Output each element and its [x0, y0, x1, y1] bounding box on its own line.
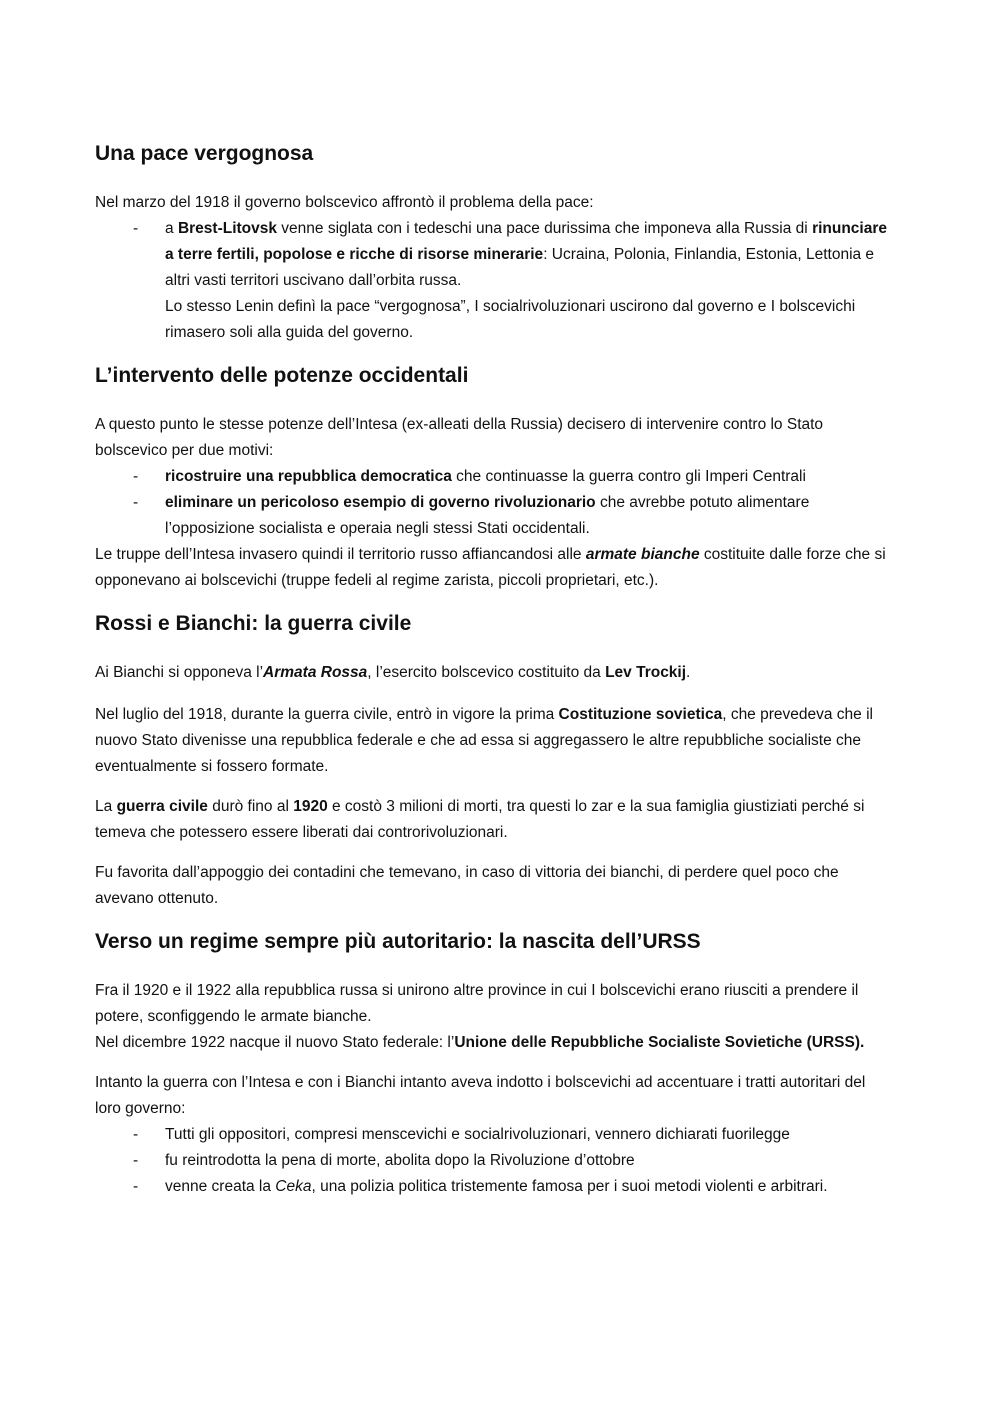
paragraph — [95, 1030, 895, 1056]
text-run: . — [686, 664, 691, 681]
document-page — [95, 136, 895, 1200]
text-run: Nel dicembre 1922 nacque il nuovo Stato federale: l’ — [95, 1034, 455, 1051]
bold-text: guerra civile — [116, 798, 208, 815]
list-item — [165, 1122, 895, 1148]
paragraph: Nel marzo del 1918 il governo bolscevico affrontò il problema della pace: — [95, 194, 594, 211]
paragraph: Intanto la guerra con l’Intesa e con i Bianchi intanto aveva indotto i bolscevichi ad accentuare i tratti autoritari del loro governo: — [95, 1074, 866, 1117]
text-run: venne creata la — [165, 1178, 276, 1195]
text-run: Nel luglio del 1918, durante la guerra civile, entrò in vigore la prima — [95, 706, 559, 723]
text-run: Lo stesso Lenin definì la pace “vergognosa”, I socialrivoluzionari uscirono dal governo e I bolscevichi rimasero soli alla guida del governo. — [165, 298, 856, 341]
bullet-list — [95, 464, 895, 542]
paragraph — [95, 542, 895, 594]
list-item — [165, 1174, 895, 1200]
text-run: Le truppe dell’Intesa invasero quindi il territorio russo affiancandosi alle — [95, 546, 586, 563]
paragraph: Fu favorita dall’appoggio dei contadini che temevano, in caso di vittoria dei bianchi, di perdere quel poco che avevano ottenuto. — [95, 864, 839, 907]
text-run: Ai Bianchi si opponeva l’ — [95, 664, 264, 681]
list-item — [165, 490, 895, 542]
bold-text: rinunciare a terre fertili, popolose e ricche di risorse minerarie — [165, 220, 888, 263]
section-heading: Rossi e Bianchi: la guerra civile — [95, 612, 412, 635]
list-item — [165, 464, 895, 490]
bold-italic-text: Armata Rossa — [263, 664, 368, 681]
text-run: , l’esercito bolscevico costituito da — [367, 664, 606, 681]
section-heading: Verso un regime sempre più autoritario: la nascita dell’URSS — [95, 930, 701, 953]
text-run: La — [95, 798, 117, 815]
text-run: : Ucraina, Polonia, Finlandia, Estonia, Lettonia e altri vasti territori uscivano dall’orbita russa. — [165, 246, 875, 289]
paragraph — [95, 794, 895, 846]
text-run: costituite dalle forze che si opponevano ai bolscevichi (truppe fedeli al regime zarista, piccoli proprietari, etc.). — [95, 546, 886, 589]
text-run: che avrebbe potuto alimentare l’opposizione socialista e operaia negli stessi Stati occidentali. — [165, 494, 810, 537]
text-run: , una polizia politica tristemente famosa per i suoi metodi violenti e arbitrari. — [311, 1178, 828, 1195]
section-heading: L’intervento delle potenze occidentali — [95, 364, 469, 387]
bold-text: Costituzione sovietica — [558, 706, 723, 723]
bullet-list — [95, 216, 895, 346]
bold-text: Lev Trockij — [605, 664, 687, 681]
bullet-list — [95, 1122, 895, 1200]
bold-text: Unione delle Repubbliche Socialiste Sovietiche (URSS). — [454, 1034, 865, 1051]
bold-text: Brest-Litovsk — [177, 220, 277, 237]
section-heading: Una pace vergognosa — [95, 142, 314, 165]
paragraph: Fra il 1920 e il 1922 alla repubblica russa si unirono altre province in cui I bolscevichi erano riusciti a prendere il potere, sconfiggendo le armate bianche. — [95, 982, 859, 1025]
paragraph — [95, 702, 895, 780]
paragraph — [95, 660, 895, 686]
bold-text: ricostruire una repubblica democratica — [165, 468, 452, 485]
text-run: , che prevedeva che il nuovo Stato divenisse una repubblica federale e che ad essa si aggregassero le altre repubbliche socialiste che eventualmente si fossero formate. — [95, 706, 873, 775]
text-run: durò fino al — [207, 798, 294, 815]
bold-italic-text: armate bianche — [585, 546, 700, 563]
text-run: venne siglata con i tedeschi una pace durissima che imponeva alla Russia di — [277, 220, 813, 237]
list-item — [165, 216, 895, 346]
text-run: Tutti gli oppositori, compresi menscevichi e socialrivoluzionari, vennero dichiarati fuorilegge — [165, 1126, 790, 1143]
italic-text: Ceka — [275, 1178, 312, 1195]
text-run: fu reintrodotta la pena di morte, abolita dopo la Rivoluzione d’ottobre — [165, 1152, 635, 1169]
text-run: e costò 3 milioni di morti, tra questi lo zar e la sua famiglia giustiziati perché si temeva che potessero essere liberati dai controrivoluzionari. — [95, 798, 865, 841]
bold-text: eliminare un pericoloso esempio di governo rivoluzionario — [165, 494, 596, 511]
bold-text: 1920 — [293, 798, 328, 815]
list-item — [165, 1148, 895, 1174]
text-run: a — [165, 220, 178, 237]
paragraph: A questo punto le stesse potenze dell’Intesa (ex-alleati della Russia) decisero di intervenire contro lo Stato bolscevico per due motivi: — [95, 416, 824, 459]
text-run: che continuasse la guerra contro gli Imperi Centrali — [451, 468, 806, 485]
